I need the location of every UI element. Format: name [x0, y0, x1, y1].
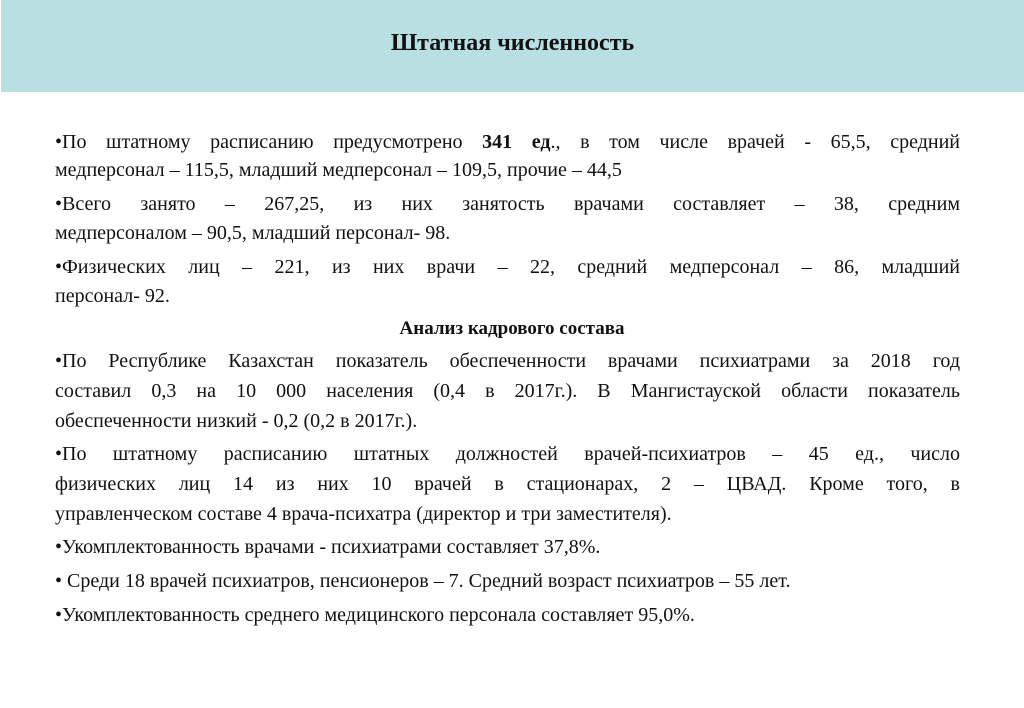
text-line: медперсонал – 115,5, младший медперсонал – 109,5, прочие – 44,5: [55, 159, 622, 181]
text-line: обеспеченности низкий - 0,2 (0,2 в 2017г.).: [55, 410, 418, 432]
paragraph-staffing-rate: •Укомплектованность врачами - психиатрами составляет 37,8%.: [55, 536, 601, 558]
section-heading: Анализ кадрового состава: [399, 318, 625, 339]
text-line: •По штатному расписанию штатных должностей врачей-психиатров – 45 ед., число: [55, 443, 960, 465]
text-line: управленческом составе 4 врача-психатра (директор и три заместителя).: [55, 503, 672, 525]
slide-title: Штатная численность: [390, 30, 635, 56]
text-part: ., в том числе врачей - 65,5, средний: [550, 131, 960, 153]
highlight-number: 341 ед: [482, 131, 551, 153]
text-part: •По штатному расписанию предусмотрено: [55, 131, 483, 153]
paragraph-pensioners: • Среди 18 врачей психиатров, пенсионеров – 7. Средний возраст психиатров – 55 лет.: [55, 570, 791, 592]
text-line: •Всего занято – 267,25, из них занятость врачами составляет – 38, средним: [55, 193, 960, 215]
text-line: [55, 130, 960, 154]
paragraph-nurse-staffing: •Укомплектованность среднего медицинского персонала составляет 95,0%.: [55, 604, 695, 626]
title-banner: [1, 0, 1024, 92]
text-line: составил 0,3 на 10 000 населения (0,4 в 2017г.). В Мангистауской области показатель: [55, 380, 960, 402]
text-line: •Физических лиц – 221, из них врачи – 22, средний медперсонал – 86, младший: [55, 256, 960, 278]
text-line: медперсоналом – 90,5, младший персонал- 98.: [55, 222, 451, 244]
text-line: персонал- 92.: [55, 285, 170, 307]
text-line: физических лиц 14 из них 10 врачей в стационарах, 2 – ЦВАД. Кроме того, в: [55, 473, 960, 495]
text-line: •По Республике Казахстан показатель обеспеченности врачами психиатрами за 2018 год: [55, 350, 960, 372]
